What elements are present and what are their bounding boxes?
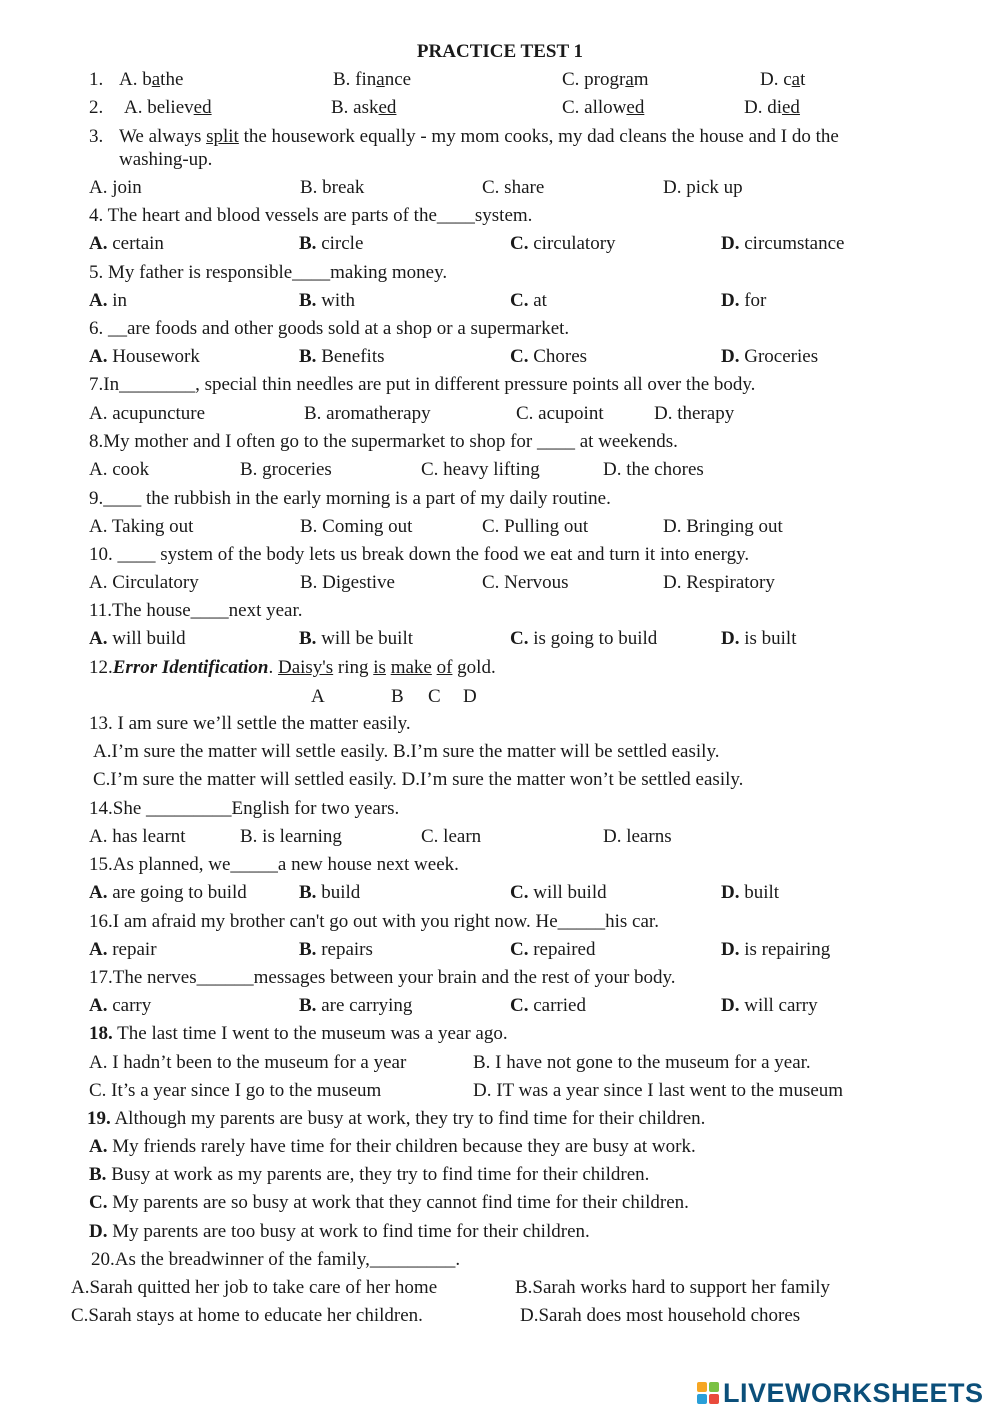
q8-option-d: D. the chores	[603, 459, 704, 480]
q13-options-line2: C.I’m sure the matter will settled easily. D.I’m sure the matter won’t be settled easily.	[93, 769, 744, 790]
q14-option-b: B. is learning	[240, 826, 342, 847]
q17-option-d: D. will carry	[721, 995, 818, 1016]
q17-stem: 17.The nerves______messages between your brain and the rest of your body.	[89, 967, 676, 988]
q12-key-b: B	[391, 686, 404, 707]
q7-stem: 7.In________, special thin needles are put in different pressure points all over the body.	[89, 374, 756, 395]
q19-option-d: D. My parents are too busy at work to find time for their children.	[89, 1221, 590, 1242]
q8-stem: 8.My mother and I often go to the supermarket to shop for ____ at weekends.	[89, 431, 678, 452]
q2-option-a: A. believed	[124, 97, 212, 118]
q20-option-d: D.Sarah does most household chores	[520, 1305, 801, 1326]
q5-option-a: A. in	[89, 290, 128, 311]
q15-option-c: C. will build	[510, 882, 607, 903]
logo-square	[697, 1382, 707, 1392]
logo-square	[709, 1394, 719, 1404]
q12-key-c: C	[428, 686, 441, 707]
q19-option-a: A. My friends rarely have time for their children because they are busy at work.	[89, 1136, 696, 1157]
logo-square	[709, 1382, 719, 1392]
q4-option-b: B. circle	[299, 233, 364, 254]
q20-option-a: A.Sarah quitted her job to take care of her home	[71, 1277, 438, 1298]
q3-option-d: D. pick up	[663, 177, 743, 198]
q17-option-b: B. are carrying	[299, 995, 413, 1016]
q6-option-c: C. Chores	[510, 346, 588, 367]
q12-stem: 12.Error Identification. Daisy's ring is make of gold.	[89, 657, 496, 678]
q17-option-c: C. carried	[510, 995, 586, 1016]
q3-stem: We always split the housework equally - my mom cooks, my dad cleans the house and I do the	[119, 126, 839, 147]
q3-option-b: B. break	[300, 177, 365, 198]
q16-option-d: D. is repairing	[721, 939, 831, 960]
q13-stem: 13. I am sure we’ll settle the matter easily.	[89, 713, 411, 734]
q2-option-b: B. asked	[331, 97, 397, 118]
q18-stem: 18. The last time I went to the museum was a year ago.	[89, 1023, 508, 1044]
q15-option-a: A. are going to build	[89, 882, 247, 903]
q9-stem: 9.____ the rubbish in the early morning is a part of my daily routine.	[89, 488, 611, 509]
q7-option-c: C. acupoint	[516, 403, 604, 424]
q15-option-b: B. build	[299, 882, 361, 903]
q4-option-d: D. circumstance	[721, 233, 845, 254]
q1-option-d: D. cat	[760, 69, 806, 90]
q10-option-a: A. Circulatory	[89, 572, 199, 593]
q8-option-b: B. groceries	[240, 459, 332, 480]
q18-option-c: C. It’s a year since I go to the museum	[89, 1080, 382, 1101]
q17-option-a: A. carry	[89, 995, 152, 1016]
q12-key-d: D	[463, 686, 477, 707]
q1-option-a: A. bathe	[119, 69, 184, 90]
q14-stem: 14.She _________English for two years.	[89, 798, 400, 819]
q3-option-c: C. share	[482, 177, 545, 198]
q5-option-c: C. at	[510, 290, 547, 311]
q9-option-a: A. Taking out	[89, 516, 194, 537]
page-title: PRACTICE TEST 1	[416, 41, 584, 62]
q20-stem: 20.As the breadwinner of the family,_________.	[91, 1249, 461, 1270]
q13-options-line1: A.I’m sure the matter will settle easily. B.I’m sure the matter will be settled easily.	[93, 741, 720, 762]
q11-option-a: A. will build	[89, 628, 186, 649]
q11-option-b: B. will be built	[299, 628, 414, 649]
q9-option-b: B. Coming out	[300, 516, 413, 537]
q11-option-d: D. is built	[721, 628, 797, 649]
liveworksheets-logo	[697, 1378, 984, 1408]
q3-option-a: A. join	[89, 177, 142, 198]
q4-option-a: A. certain	[89, 233, 164, 254]
q10-option-c: C. Nervous	[482, 572, 569, 593]
q11-stem: 11.The house____next year.	[89, 600, 303, 621]
logo-square	[697, 1394, 707, 1404]
q1-option-b: B. finance	[333, 69, 412, 90]
q7-option-a: A. acupuncture	[89, 403, 206, 424]
q12-key-a: A	[311, 686, 325, 707]
q2-option-d: D. died	[744, 97, 800, 118]
q7-option-d: D. therapy	[654, 403, 735, 424]
q7-option-b: B. aromatherapy	[304, 403, 431, 424]
q6-option-b: B. Benefits	[299, 346, 385, 367]
q10-stem: 10. ____ system of the body lets us break down the food we eat and turn it into energy.	[89, 544, 750, 565]
q15-stem: 15.As planned, we_____a new house next week.	[89, 854, 459, 875]
q18-option-d: D. IT was a year since I last went to the museum	[473, 1080, 844, 1101]
q8-option-a: A. cook	[89, 459, 150, 480]
logo-grid-icon	[697, 1382, 719, 1404]
q20-option-b: B.Sarah works hard to support her family	[515, 1277, 831, 1298]
q1-number: 1.	[89, 69, 104, 90]
q14-option-d: D. learns	[603, 826, 672, 847]
q18-option-b: B. I have not gone to the museum for a year.	[473, 1052, 811, 1073]
q1-option-c: C. program	[562, 69, 649, 90]
q19-stem: 19. Although my parents are busy at work, they try to find time for their children.	[87, 1108, 706, 1129]
brand-text: LIVEWORKSHEETS	[723, 1377, 984, 1408]
q9-option-c: C. Pulling out	[482, 516, 589, 537]
q19-option-b: B. Busy at work as my parents are, they try to find time for their children.	[89, 1164, 650, 1185]
q5-stem: 5. My father is responsible____making money.	[89, 262, 448, 283]
q3-stem-line2: washing-up.	[119, 149, 213, 170]
q3-number: 3.	[89, 126, 104, 147]
q16-option-c: C. repaired	[510, 939, 596, 960]
q18-option-a: A. I hadn’t been to the museum for a year	[89, 1052, 407, 1073]
q10-option-d: D. Respiratory	[663, 572, 775, 593]
q9-option-d: D. Bringing out	[663, 516, 783, 537]
q14-option-c: C. learn	[421, 826, 482, 847]
q2-option-c: C. allowed	[562, 97, 645, 118]
q16-option-b: B. repairs	[299, 939, 373, 960]
q8-option-c: C. heavy lifting	[421, 459, 540, 480]
q16-stem: 16.I am afraid my brother can't go out with you right now. He_____his car.	[89, 911, 659, 932]
q19-option-c: C. My parents are so busy at work that they cannot find time for their children.	[89, 1192, 689, 1213]
q20-option-c: C.Sarah stays at home to educate her children.	[71, 1305, 423, 1326]
q6-option-a: A. Housework	[89, 346, 200, 367]
q4-option-c: C. circulatory	[510, 233, 616, 254]
q4-stem: 4. The heart and blood vessels are parts of the____system.	[89, 205, 533, 226]
q5-option-b: B. with	[299, 290, 355, 311]
q6-stem: 6. __are foods and other goods sold at a shop or a supermarket.	[89, 318, 570, 339]
q16-option-a: A. repair	[89, 939, 157, 960]
q11-option-c: C. is going to build	[510, 628, 658, 649]
q5-option-d: D. for	[721, 290, 767, 311]
q2-number: 2.	[89, 97, 104, 118]
q6-option-d: D. Groceries	[721, 346, 819, 367]
q15-option-d: D. built	[721, 882, 780, 903]
q10-option-b: B. Digestive	[300, 572, 395, 593]
q14-option-a: A. has learnt	[89, 826, 186, 847]
